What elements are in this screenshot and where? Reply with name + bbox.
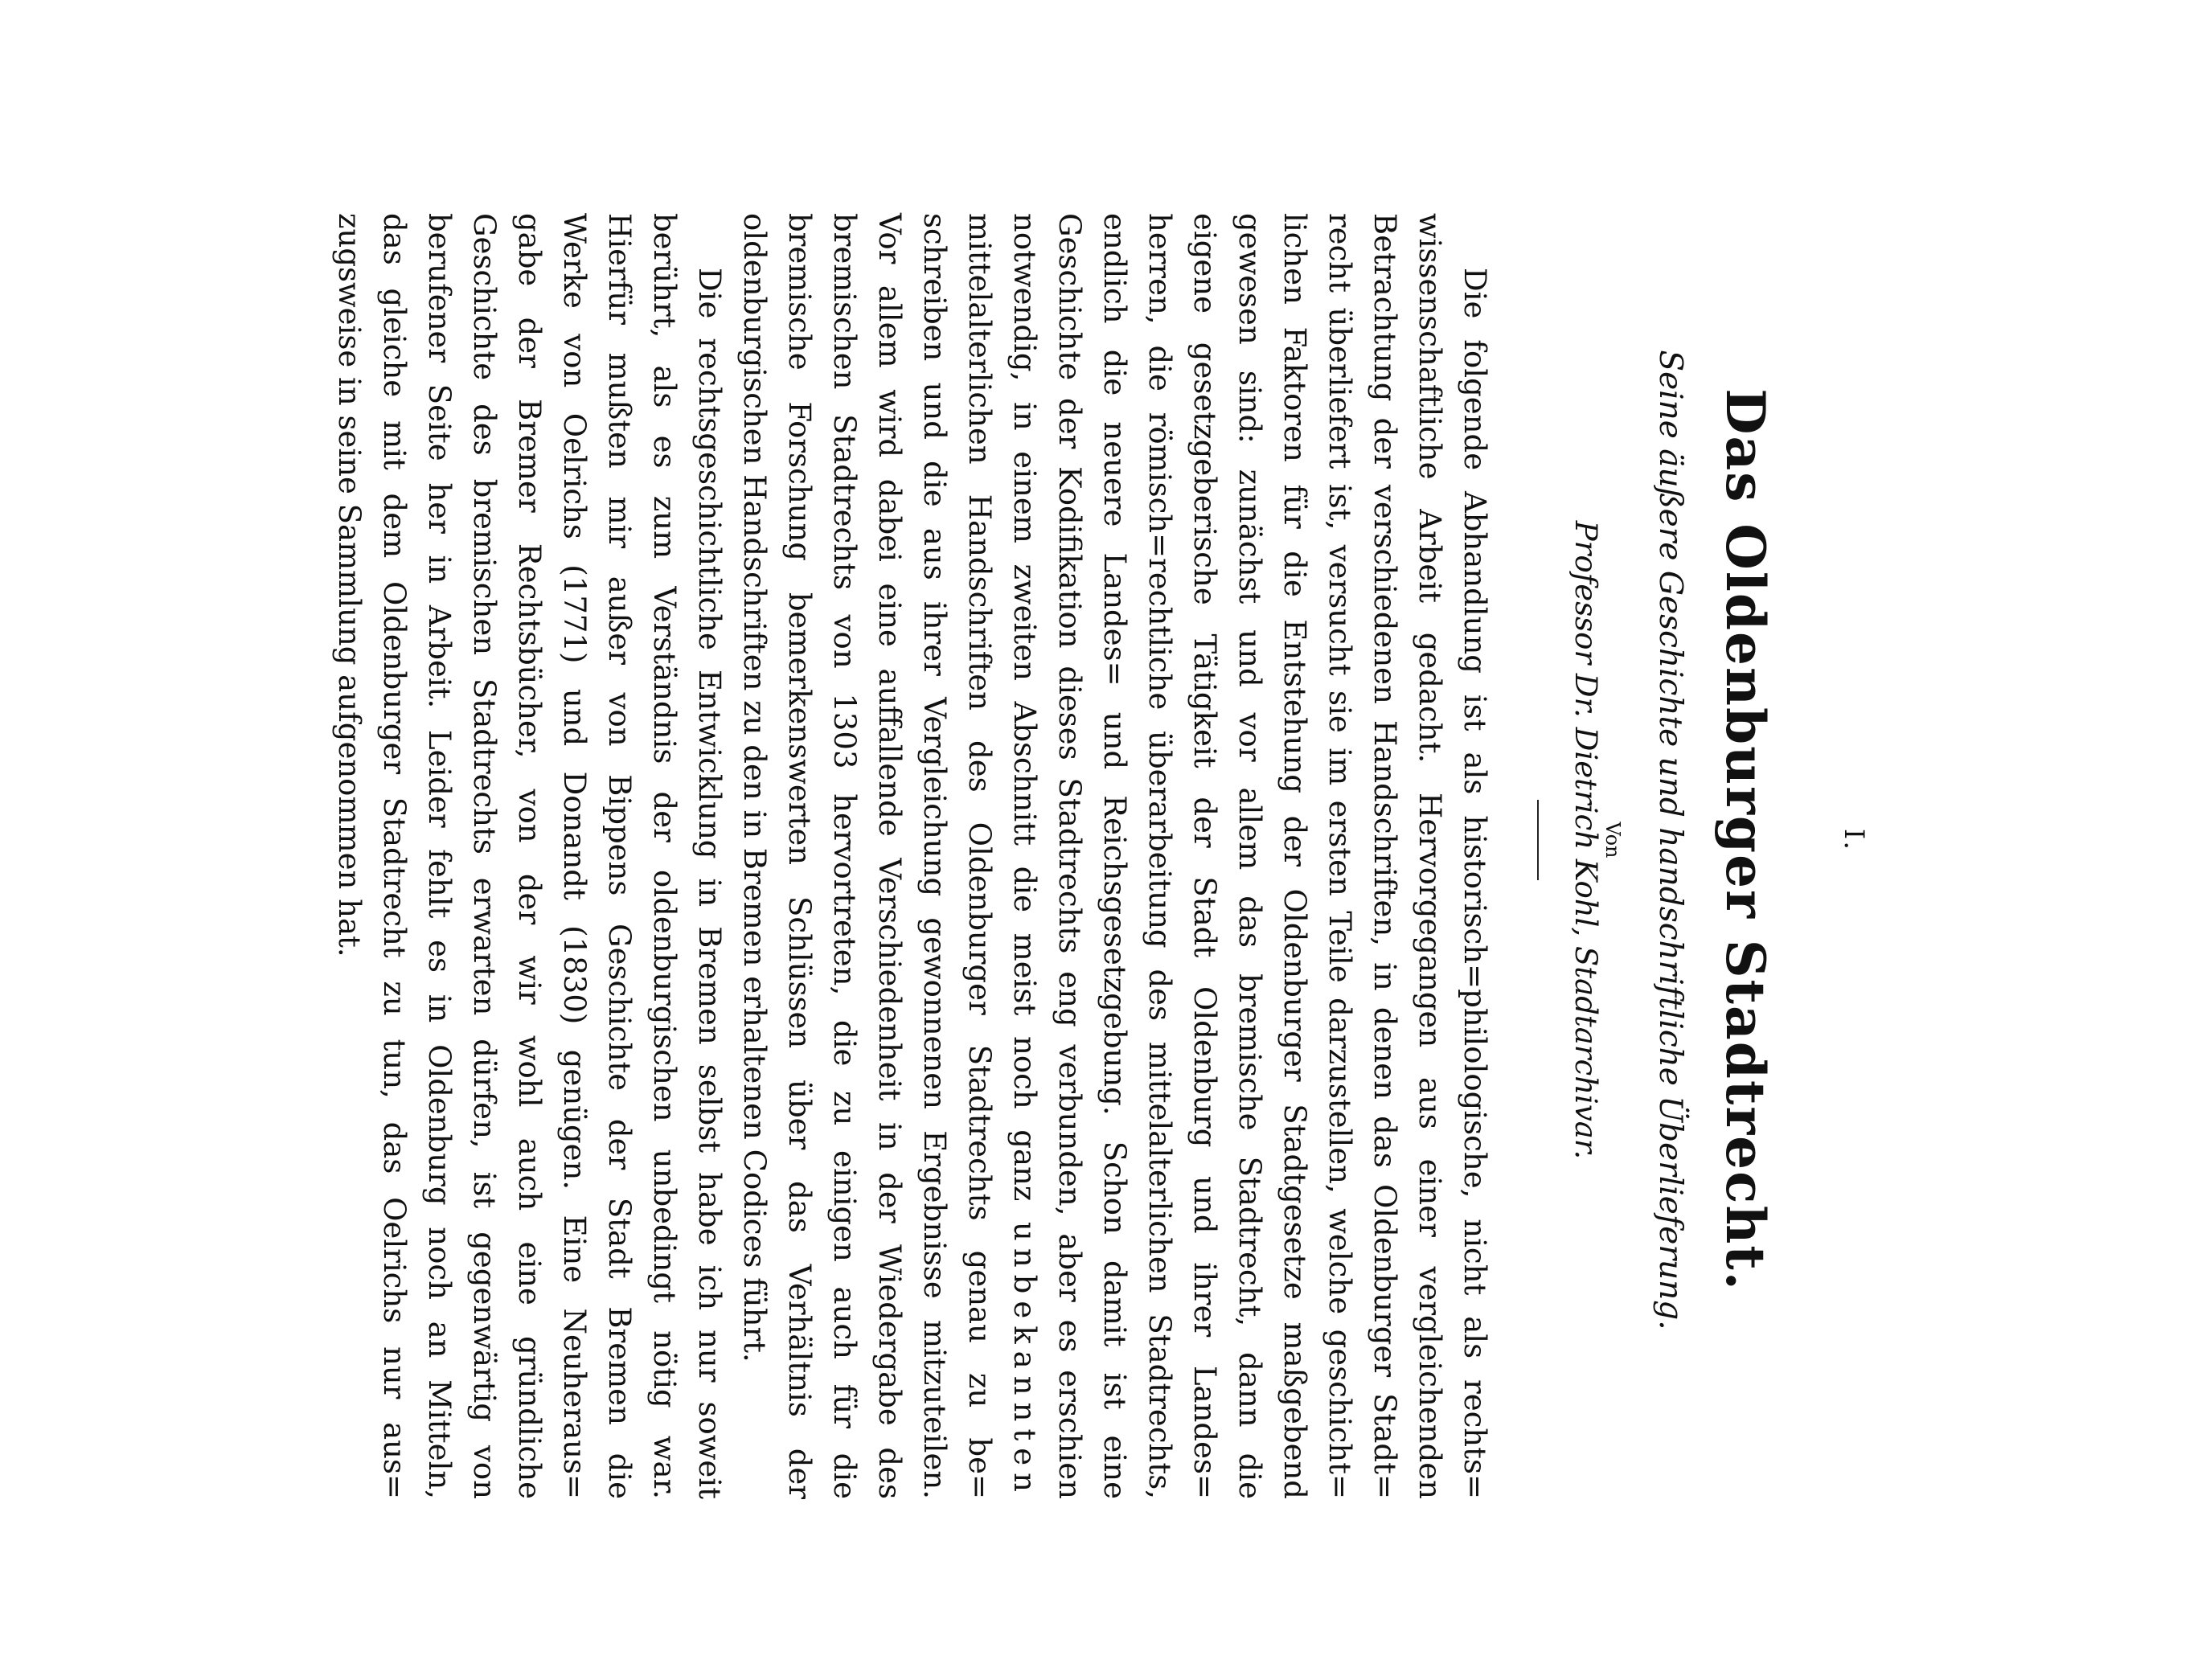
text-line: bremischen Stadtrechts von 1303 hervortreten, die zu einigen auch für die bbox=[827, 213, 862, 1499]
text-line: Betrachtung der verschiedenen Handschriften, in denen das Oldenburger Stadt= bbox=[1367, 213, 1402, 1499]
text-line: lichen Faktoren für die Entstehung der Oldenburger Stadtgesetze maßgebend bbox=[1277, 213, 1312, 1499]
text-line: Die folgende Abhandlung ist als historisch=philologische, nicht als rechts= bbox=[1458, 268, 1492, 1499]
document-title: Das Oldenburger Stadtrecht. bbox=[1714, 388, 1777, 1292]
text-line: Die rechtsgeschichtliche Entwicklung in Bremen selbst habe ich nur soweit bbox=[692, 268, 727, 1499]
body-text bbox=[326, 213, 1497, 1499]
text-line: herren, die römisch=rechtliche überarbeitung des mittelalterlichen Stadtrechts, bbox=[1142, 213, 1177, 1499]
text-line: zugsweise in seine Sammlung aufgenommen hat. bbox=[332, 213, 367, 957]
text-line: berufener Seite her in Arbeit. Leider fehlt es in Oldenburg noch an Mitteln, bbox=[422, 213, 457, 1499]
text-line: Werke von Oelrichs (1771) und Donandt (1830) genügen. Eine Neuheraus= bbox=[557, 213, 592, 1499]
text-line: Vor allem wird dabei eine auffallende Verschiedenheit in der Wiedergabe des bbox=[872, 213, 907, 1499]
text-line: das gleiche mit dem Oldenburger Stadtrecht zu tun, das Oelrichs nur aus= bbox=[377, 213, 412, 1499]
text-line: gewesen sind: zunächst und vor allem das bremische Stadtrecht, dann die bbox=[1232, 213, 1267, 1499]
text-line: schreiben und die aus ihrer Vergleichung gewonnenen Ergebnisse mitzuteilen. bbox=[917, 213, 952, 1499]
text-line: wissenschaftliche Arbeit gedacht. Hervorgegangen aus einer vergleichenden bbox=[1413, 213, 1447, 1499]
text-line: eigene gesetzgeberische Tätigkeit der Stadt Oldenburg und ihrer Landes= bbox=[1187, 213, 1222, 1499]
text-line: mittelalterlichen Handschriften des Oldenburger Stadtrechts genau zu be= bbox=[962, 213, 997, 1499]
text-line: berührt, als es zum Verständnis der oldenburgischen unbedingt nötig war. bbox=[647, 213, 682, 1499]
text-line: Geschichte der Kodifikation dieses Stadtrechts eng verbunden, aber es erschien bbox=[1052, 213, 1087, 1499]
paragraph-1 bbox=[732, 213, 1497, 1499]
text-line: recht überliefert ist, versucht sie im ersten Teile darzustellen, welche geschicht= bbox=[1322, 213, 1357, 1499]
page-number: I. bbox=[1838, 828, 1870, 852]
title-divider bbox=[1537, 800, 1539, 880]
byline-author: Professor Dr. Dietrich Kohl, Stadtarchivar. bbox=[1568, 520, 1603, 1160]
paragraph-2 bbox=[326, 213, 732, 1499]
document-subtitle: Seine äußere Geschichte und handschriftliche Überlieferung. bbox=[1652, 350, 1688, 1330]
byline-von: Von bbox=[1601, 822, 1624, 858]
text-line: endlich die neuere Landes= und Reichsgesetzgebung. Schon damit ist eine bbox=[1097, 213, 1132, 1499]
document-page bbox=[259, 125, 1947, 1555]
text-line: bremische Forschung bemerkenswerten Schlüssen über das Verhältnis der bbox=[782, 213, 817, 1499]
emphasized-word: unbekannten bbox=[1007, 1222, 1042, 1499]
text-line: Geschichte des bremischen Stadtrechts erwarten dürfen, ist gegenwärtig von bbox=[467, 213, 502, 1499]
text-line: Hierfür mußten mir außer von Bippens Geschichte der Stadt Bremen die bbox=[602, 213, 637, 1499]
text-line bbox=[1002, 213, 1047, 1499]
text-fragment: notwendig, in einem zweiten Abschnitt die meist noch ganz bbox=[1007, 213, 1042, 1202]
text-line: oldenburgischen Handschriften zu den in Bremen erhaltenen Codices führt. bbox=[737, 213, 772, 1362]
text-line: gabe der Bremer Rechtsbücher, von der wir wohl auch eine gründliche bbox=[512, 213, 547, 1499]
